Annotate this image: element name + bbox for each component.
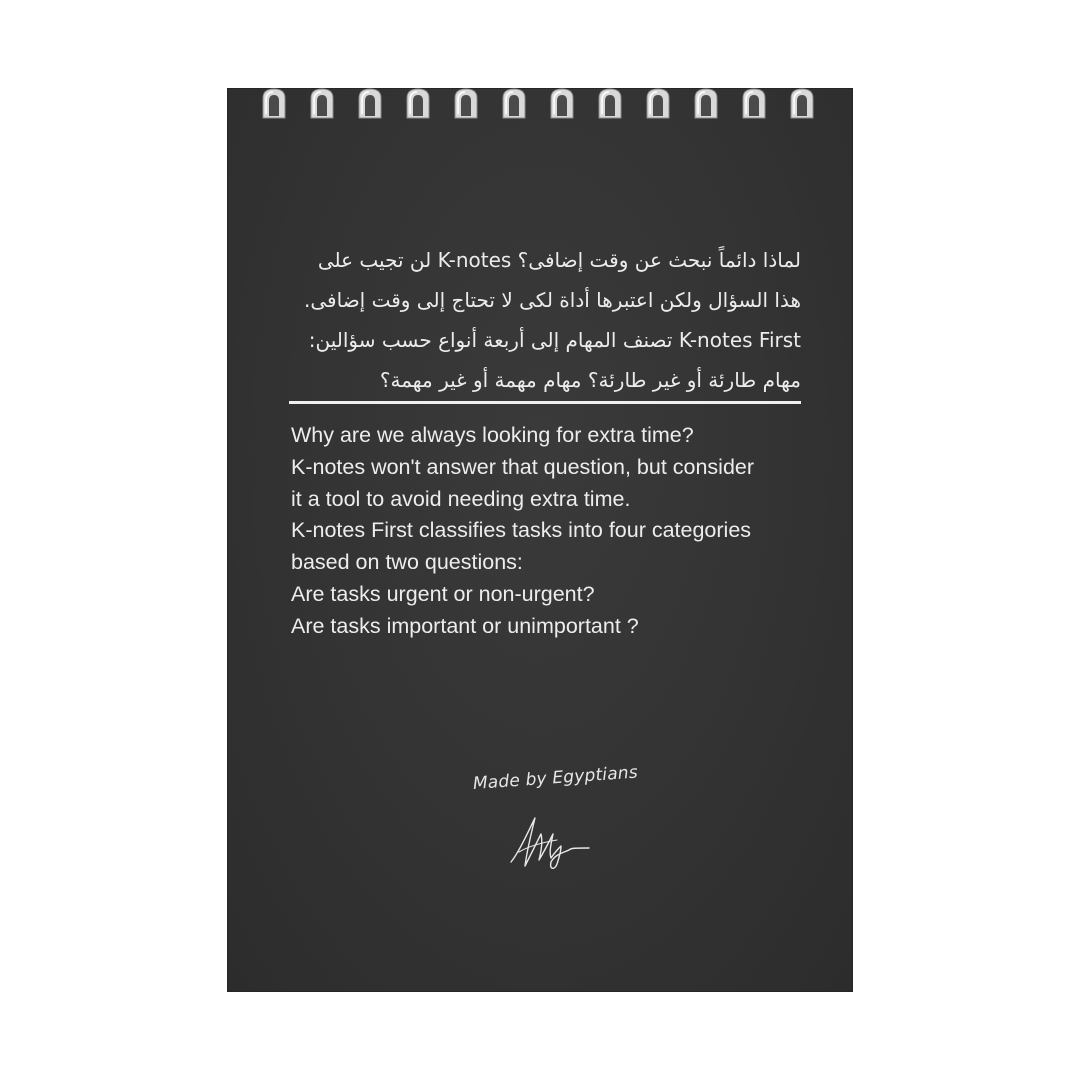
spiral-coil bbox=[695, 89, 717, 118]
arabic-line: لماذا دائماً نبحث عن وقت إضافى؟ K-notes لن تجيب على bbox=[317, 248, 801, 272]
english-line: Why are we always looking for extra time? bbox=[291, 423, 694, 447]
spiral-coil bbox=[503, 89, 525, 118]
notebook-back-cover bbox=[227, 88, 853, 992]
made-by-text: Made by Egyptians bbox=[472, 762, 639, 794]
spiral-coil bbox=[455, 89, 477, 118]
english-line: Are tasks important or unimportant ? bbox=[291, 613, 639, 638]
arabic-line: K-notes First تصنف المهام إلى أربعة أنواع حسب سؤالين: bbox=[308, 328, 801, 352]
spiral-coil bbox=[743, 89, 765, 118]
english-line: Are tasks urgent or non-urgent? bbox=[291, 581, 595, 606]
english-line: K-notes First classifies tasks into four categories bbox=[291, 518, 752, 543]
spiral-coil bbox=[263, 89, 285, 118]
spiral-coil bbox=[407, 89, 429, 118]
english-line: it a tool to avoid needing extra time. bbox=[291, 486, 631, 511]
english-line: K-notes won't answer that question, but consider bbox=[291, 454, 755, 479]
spiral-binding-icon bbox=[257, 88, 817, 122]
spiral-coil bbox=[647, 89, 669, 118]
spiral-coil bbox=[551, 89, 573, 118]
english-description bbox=[291, 420, 821, 643]
spiral-coil bbox=[359, 89, 381, 118]
arabic-line: هذا السؤال ولكن اعتبرها أداة لكى لا تحتاج إلى وقت إضافى. bbox=[304, 288, 801, 312]
arabic-description bbox=[289, 240, 801, 400]
english-line: based on two questions: bbox=[291, 550, 523, 575]
arabic-line: مهام طارئة أو غير طارئة؟ مهام مهمة أو غير مهمة؟ bbox=[379, 368, 801, 392]
spiral-coil bbox=[599, 89, 621, 118]
handwritten-signature-icon bbox=[505, 812, 595, 872]
section-divider bbox=[289, 401, 801, 404]
spiral-coil bbox=[791, 89, 813, 118]
spiral-coil bbox=[311, 89, 333, 118]
